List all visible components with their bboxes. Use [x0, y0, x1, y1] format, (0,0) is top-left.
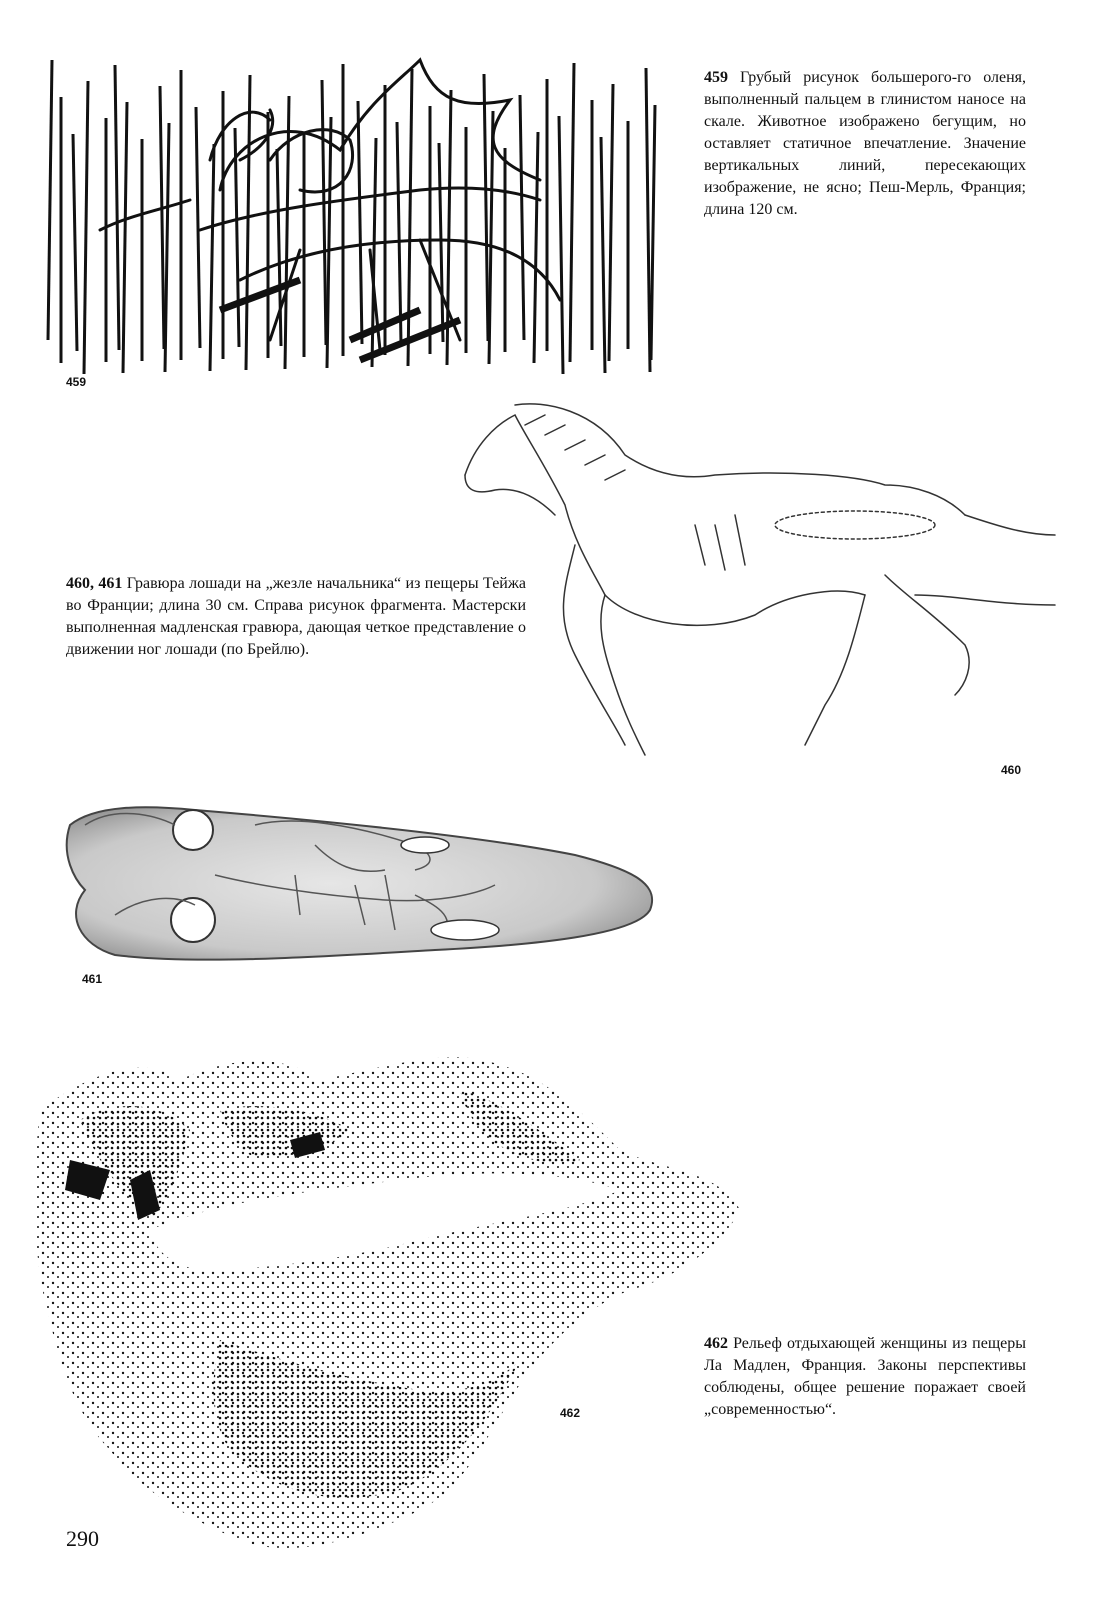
- vertical-stroke: [609, 84, 613, 361]
- vertical-stroke: [534, 132, 538, 363]
- vertical-stroke: [235, 128, 239, 347]
- figure-label-459: 459: [66, 375, 87, 389]
- vertical-stroke: [73, 134, 77, 351]
- vertical-stroke: [210, 144, 214, 371]
- caption-462: [704, 1333, 1026, 1421]
- vertical-stroke: [196, 107, 200, 348]
- horse-drawing-svg: [455, 395, 1065, 770]
- vertical-stroke: [358, 101, 362, 344]
- vertical-stroke: [408, 69, 412, 366]
- woman-relief-svg: [20, 1020, 750, 1580]
- figure-462-woman-relief: [20, 1020, 750, 1580]
- caption-460-461-text: Гравюра лошади на „жезле начальника“ из пещеры Тейжа во Франции; длина 30 см. Справа рисунок фрагмента. Мастерски выполненная мадленская гравюра, дающая четкое представление о движении ног лошади (по Брейлю).: [66, 575, 527, 658]
- figure-461-baton-photo: [55, 785, 665, 980]
- vertical-stroke: [327, 117, 331, 368]
- caption-462-text: Рельеф отдыхающей женщины из пещеры Ла Мадлен, Франция. Законы перспективы соблюдены, общее решение поражает своей „современностью“.: [704, 1335, 1026, 1418]
- vertical-stroke: [520, 95, 524, 340]
- caption-459: [704, 67, 1026, 221]
- vertical-stroke: [160, 86, 164, 349]
- deer-drawing-svg: [40, 40, 670, 380]
- vertical-stroke: [84, 81, 88, 374]
- vertical-stroke: [570, 63, 574, 362]
- vertical-stroke: [285, 96, 289, 369]
- vertical-stroke: [115, 65, 119, 350]
- vertical-stroke: [322, 80, 326, 345]
- figure-label-461: 461: [82, 972, 103, 986]
- figure-460-horse-drawing: [455, 395, 1065, 770]
- vertical-stroke: [246, 75, 250, 370]
- caption-459-number: 459: [704, 69, 728, 86]
- figure-label-460: 460: [1001, 763, 1022, 777]
- figure-459-deer-drawing: [40, 40, 670, 380]
- caption-459-text: Грубый рисунок большерого-го оленя, выполненный пальцем в глинистом наносе на скале. Животное изображено бегущим, но оставляет статичное впечатление. Значение вертикальных линий, пересекающих изображение, не ясно; Пеш-Мерль, Франция; длина 120 см.: [704, 69, 1026, 218]
- caption-460-461-number: 460, 461: [66, 575, 123, 592]
- page-number: 290: [66, 1526, 99, 1551]
- vertical-stroke: [651, 105, 655, 360]
- figure-label-462: 462: [560, 1406, 581, 1420]
- caption-460-461: [66, 573, 526, 661]
- vertical-stroke: [489, 111, 493, 364]
- vertical-stroke: [397, 122, 401, 343]
- vertical-stroke: [646, 68, 650, 372]
- vertical-stroke: [559, 116, 563, 374]
- vertical-stroke: [165, 123, 169, 372]
- vertical-stroke: [123, 102, 127, 373]
- baton-photo-svg: [55, 785, 665, 980]
- vertical-stroke: [439, 143, 443, 342]
- vertical-stroke: [484, 74, 488, 341]
- vertical-stroke: [48, 60, 52, 340]
- vertical-stroke: [601, 137, 605, 373]
- caption-462-number: 462: [704, 1335, 728, 1352]
